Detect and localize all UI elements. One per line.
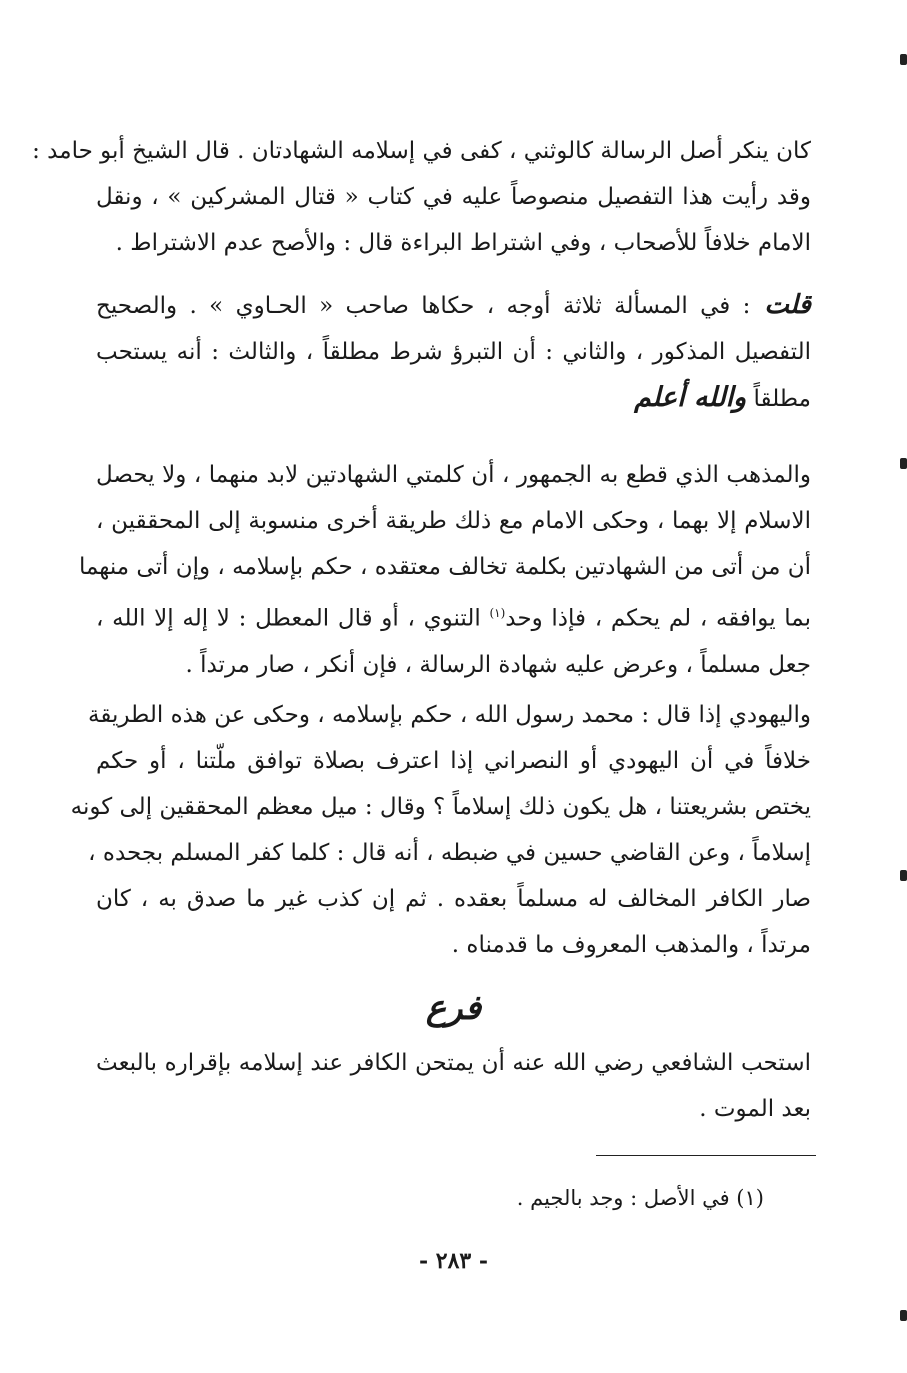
section-heading: فرع	[425, 988, 482, 1028]
text-line: بعد الموت .	[699, 1096, 811, 1122]
text-line	[96, 282, 811, 329]
text-line: إسلاماً ، وعن القاضي حسين في ضبطه ، أنه قال : كلما كفر المسلم بجحده ،	[88, 840, 811, 866]
text-segment: التنوي ، أو قال المعطل : لا إله إلا الله ،	[96, 605, 481, 632]
paragraph-1	[32, 128, 811, 266]
text-line: وقد رأيت هذا التفصيل منصوصاً عليه في كتاب « قتال المشركين » ، ونقل	[96, 184, 811, 210]
margin-mark	[900, 54, 907, 65]
text-line: صار الكافر المخالف له مسلماً بعقده . ثم إن كذب غير ما صدق به ، كان	[96, 886, 811, 912]
text-line: استحب الشافعي رضي الله عنه أن يمتحن الكافر عند إسلامه بإقراره بالبعث	[96, 1050, 811, 1076]
text-line: كان ينكر أصل الرسالة كالوثني ، كفى في إسلامه الشهادتان . قال الشيخ أبو حامد :	[32, 138, 811, 164]
text-segment: : في المسألة ثلاثة أوجه ، حكاها صاحب « الحـاوي » . والصحيح	[96, 293, 751, 319]
text-line	[96, 590, 811, 642]
text-segment: بما يوافقه ، لم يحكم ، فإذا وحد	[505, 605, 811, 632]
paragraph-3	[78, 452, 811, 688]
text-line: الامام خلافاً للأصحاب ، وفي اشتراط البراءة قال : والأصح عدم الاشتراط .	[115, 230, 811, 256]
margin-mark	[900, 458, 907, 469]
text-line: والمذهب الذي قطع به الجمهور ، أن كلمتي الشهادتين لابد منهما ، ولا يحصل	[96, 462, 811, 488]
text-line: أن من أتى من الشهادتين بكلمة تخالف معتقده ، حكم بإسلامه ، وإن أتى منهما	[78, 554, 811, 580]
text-segment: مطلقاً	[753, 386, 811, 412]
footnote-reference[interactable]: (١)	[489, 606, 506, 620]
text-line	[96, 375, 811, 422]
text-line: خلافاً في أن اليهودي أو النصراني إذا اعترف بصلاة توافق ملّتنا ، أو حكم	[96, 748, 811, 774]
margin-mark	[900, 870, 907, 881]
footnote-divider	[596, 1155, 816, 1156]
paragraph-2	[96, 282, 811, 422]
paragraph-4	[70, 692, 811, 968]
paragraph-5	[96, 1040, 811, 1132]
margin-mark	[900, 1310, 907, 1321]
closing-phrase: والله أعلم	[634, 382, 747, 413]
text-line: مرتداً ، والمذهب المعروف ما قدمناه .	[451, 932, 811, 958]
text-line: الاسلام إلا بهما ، وحكى الامام مع ذلك طريقة أخرى منسوبة إلى المحققين ،	[96, 508, 811, 534]
text-line: واليهودي إذا قال : محمد رسول الله ، حكم بإسلامه ، وحكى عن هذه الطريقة	[88, 702, 811, 728]
text-line: التفصيل المذكور ، والثاني : أن التبرؤ شرط مطلقاً ، والثالث : أنه يستحب	[96, 339, 811, 365]
footnote: (١) في الأصل : وجد بالجيم .	[516, 1186, 764, 1210]
text-line: جعل مسلماً ، وعرض عليه شهادة الرسالة ، فإن أنكر ، صار مرتداً .	[185, 651, 811, 678]
qult-keyword: قلت	[764, 290, 811, 320]
page-number: - ٢٨٣ -	[418, 1248, 489, 1274]
text-line: يختص بشريعتنا ، هل يكون ذلك إسلاماً ؟ وقال : ميل معظم المحققين إلى كونه	[70, 794, 811, 820]
